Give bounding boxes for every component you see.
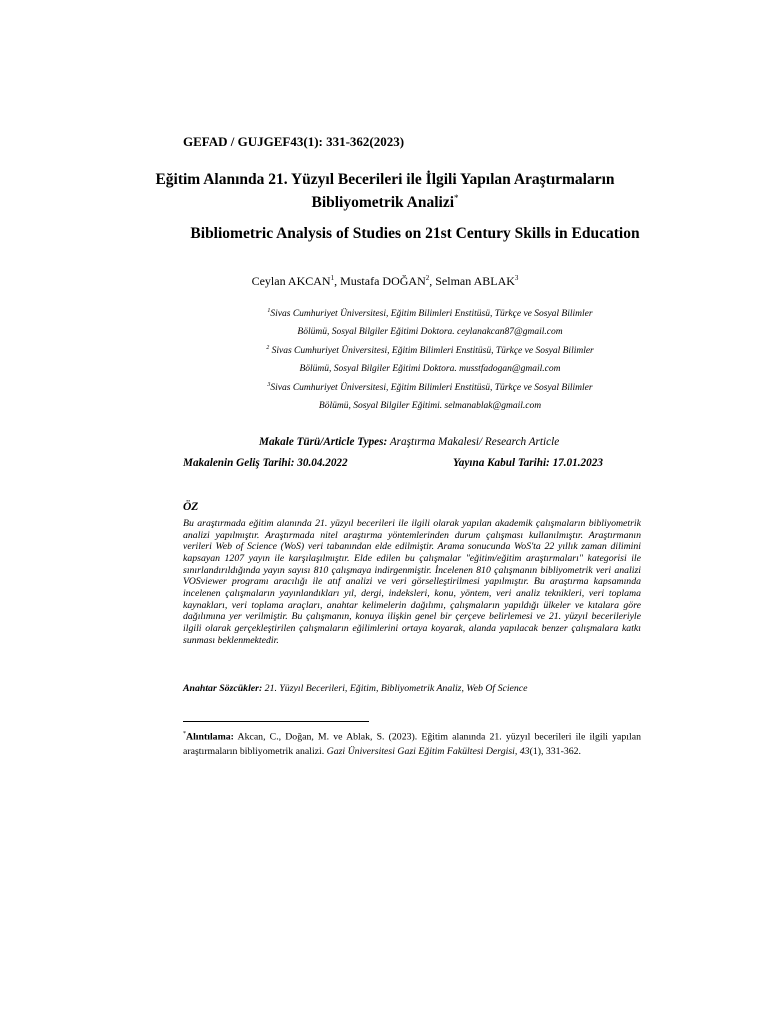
author-separator: , [334, 274, 341, 288]
article-type-value: Araştırma Makalesi/ Research Article [387, 436, 560, 448]
keywords-value: 21. Yüzyıl Becerileri, Eğitim, Bibliyometrik Analiz, Web Of Science [262, 683, 528, 694]
title-english: Bibliometric Analysis of Studies on 21st Century Skills in Education [190, 225, 640, 242]
affiliation-number: 2 [266, 345, 270, 351]
abstract-body: Bu araştırmada eğitim alanında 21. yüzyıl becerileri ile ilgili olarak yapılan akademik çalışmaların bibliyometrik analizi yapılmıştır. Araştırmada nitel araştırma yöntemlerinden durum çalışması kullanılmıştır. Araştırmanın verileri Web of Science (WoS) veri tabanından elde edilmiştir. Arama sonucunda WoS'ta 22 yıllık zaman dilimini kapsayan 1207 yayın ile karşılaşılmıştır. Elde edilen bu çalışmalar "eğitim/eğitim araştırmaları" kategorisi ile sınırlandırıldığında yayın sayısı 810 çalışmaya indirgenmiştir. İncelenen 810 çalışmanın bibliyometrik veri analizi VOSviewer programı aracılığı ile atıf analizi ve veri görselleştirilmesi yapılmıştır. Bu araştırma kapsamında incelenen çalışmaların yayınlandıkları yıl, dergi, indeksleri, konu, yöntem, veri analiz teknikleri, veri toplama kaynakları, veri toplama araçları, anahtar kelimelerin dağılımı, çalışmaların yapıldığı ülkeler ve kıtalara göre dağılımına yer verilmiştir. Bu çalışmanın, konuya ilişkin genel bir çerçeve belirlemesi ve 21. yüzyıl becerileriyle ilgili olarak gerçekleştirilen çalışmaların eğilimlerini ortaya koyarak, alanda yapılacak benzer çalışmalara katkı sunması beklenmektedir. [183, 518, 641, 646]
author-name: Selman ABLAK [435, 274, 515, 288]
title-turkish [150, 170, 620, 212]
affiliation-number: 1 [267, 308, 271, 314]
affiliation-1 [220, 302, 640, 341]
journal-reference: GEFAD / GUJGEF43(1): 331-362(2023) [183, 134, 405, 149]
affiliation-line: Bölümü, Sosyal Bilgiler Eğitimi Doktora. musstfadogan@gmail.com [299, 364, 561, 375]
author-affiliation-number: 1 [330, 274, 335, 282]
footnote-label: Alıntılama: [186, 731, 234, 743]
author-name: Mustafa DOĞAN [340, 274, 426, 288]
abstract-heading: ÖZ [183, 501, 199, 513]
footnote-mark: * [183, 731, 186, 737]
author-list [150, 274, 620, 289]
author-affiliation-number: 2 [425, 274, 430, 282]
footnote-tail: (1), 331-362. [529, 746, 581, 758]
affiliation-3 [220, 376, 640, 415]
affiliation-line [220, 376, 640, 397]
accepted-date: Yayına Kabul Tarihi: 17.01.2023 [453, 457, 603, 469]
affiliation-text: Sivas Cumhuriyet Üniversitesi, Eğitim Bilimleri Enstitüsü, Türkçe ve Sosyal Bilimler [269, 346, 594, 357]
title-turkish-text: Eğitim Alanında 21. Yüzyıl Becerileri ile İlgili Yapılan Araştırmaların Bibliyometrik Analizi [155, 171, 615, 212]
affiliation-text: Sivas Cumhuriyet Üniversitesi, Eğitim Bilimleri Enstitüsü, Türkçe ve Sosyal Bilimler [270, 383, 593, 394]
footnote-divider [183, 721, 369, 722]
footnote-text: Akcan, C., Doğan, M. ve Ablak, S. (2023). Eğitim alanında 21. yüzyıl becerileri ile ilgili yapılan araştırmaların bibliyometrik analizi. [183, 731, 641, 758]
citation-footnote [183, 727, 641, 759]
keywords [183, 683, 641, 694]
affiliation-line [220, 302, 640, 323]
keywords-label: Anahtar Sözcükler: [183, 683, 263, 694]
received-date: Makalenin Geliş Tarihi: 30.04.2022 [183, 457, 348, 469]
title-footnote-mark: * [454, 193, 459, 203]
affiliation-line: Bölümü, Sosyal Bilgiler Eğitimi Doktora. ceylanakcan87@gmail.com [297, 327, 563, 338]
affiliation-line: Bölümü, Sosyal Bilgiler Eğitimi. selmanablak@gmail.com [318, 401, 542, 412]
author-separator: , [429, 274, 436, 288]
article-type-label: Makale Türü/Article Types: [259, 436, 388, 448]
affiliation-text: Sivas Cumhuriyet Üniversitesi, Eğitim Bilimleri Enstitüsü, Türkçe ve Sosyal Bilimler [270, 309, 593, 320]
author-name: Ceylan AKCAN [251, 274, 331, 288]
footnote-journal: Gazi Üniversitesi Gazi Eğitim Fakültesi Dergisi, 43 [326, 746, 530, 758]
affiliation-number: 3 [267, 382, 271, 388]
article-type [259, 436, 559, 448]
affiliation-line [220, 339, 640, 360]
affiliation-2 [220, 339, 640, 378]
author-affiliation-number: 3 [514, 274, 519, 282]
article-dates [183, 457, 633, 469]
